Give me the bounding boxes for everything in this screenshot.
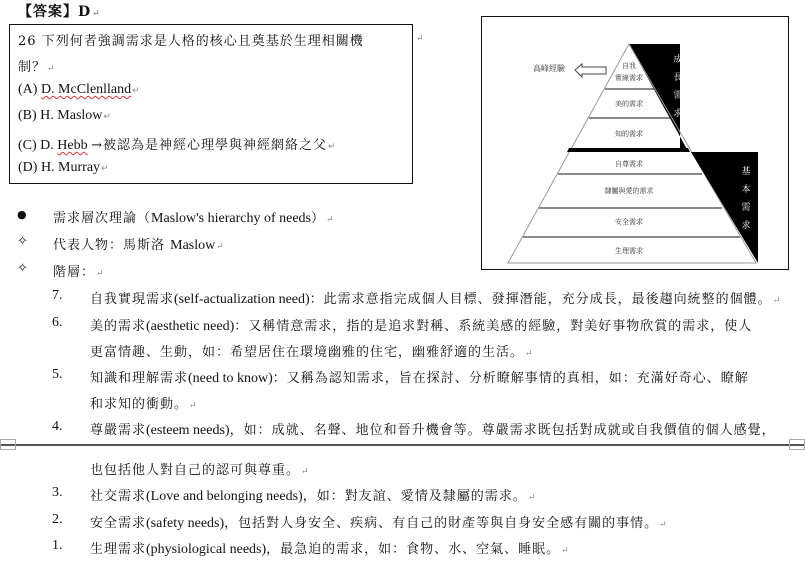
need-en: (Love and belonging needs) [146, 489, 303, 504]
basic-char: 求 [741, 221, 751, 231]
basic-needs-label [737, 163, 755, 235]
diamond-star-icon: ✧ [17, 261, 28, 276]
growth-char: 成 [673, 55, 683, 65]
layer-physiological: 生理需求 [615, 247, 643, 255]
bullet-text [53, 207, 335, 227]
item-number: 7. [52, 288, 63, 303]
answer-heading [18, 1, 101, 21]
item-text [90, 512, 668, 532]
paragraph-mark: ↵ [525, 349, 534, 359]
option-text: H. Murray [40, 160, 101, 175]
need-cont: 和求知的衝動。 [90, 397, 189, 412]
option-text: H. Maslow [40, 108, 103, 123]
need-cont: 更富情趣、生動，如：希望居住在環境幽雅的住宅，幽雅舒適的生活。 [90, 345, 525, 360]
bullet-dot-icon: ● [17, 208, 27, 221]
option-d [18, 160, 109, 176]
bullet-text-zh: 需求層次理論（ [53, 211, 152, 226]
need-desc: ：又稱情意需求，指的是追求對稱、系統美感的經驗，對美好事物欣賞的需求，使人 [234, 319, 753, 334]
layer-label: 自我 [622, 62, 636, 70]
need-name: 美的需求 [90, 319, 147, 334]
question-text-1: 下列何者強調需求是人格的核心且奠基於生理相關機 [41, 34, 364, 49]
paragraph-mark: ↵ [416, 34, 424, 44]
bullet-text [53, 234, 225, 254]
paragraph-mark: ↵ [47, 64, 56, 74]
paragraph-mark: ↵ [216, 242, 225, 252]
item-number: 4. [52, 419, 63, 434]
paragraph-mark: ↵ [772, 296, 782, 306]
item-text [90, 538, 570, 558]
peak-experience-label: 高峰經驗 [533, 64, 565, 73]
item-number: 1. [52, 538, 63, 553]
layer-safety: 安全需求 [615, 218, 643, 226]
paragraph-mark: ↵ [527, 493, 537, 503]
item-text [90, 315, 752, 335]
need-cont: 也包括他人對自己的認可與尊重。 [90, 463, 301, 478]
page-break-divider [0, 444, 805, 446]
layer-aesthetic: 美的需求 [615, 100, 643, 108]
bullet-text-end: ） [311, 211, 326, 226]
need-desc: ，最急迫的需求，如：食物、水、空氣、睡眠。 [266, 542, 561, 557]
option-key: (A) [18, 82, 38, 97]
paragraph-mark: ↵ [92, 9, 101, 19]
need-desc: ：又稱為認知需求，旨在探討、分析瞭解事情的真相，如：充滿好奇心、瞭解 [272, 371, 749, 386]
answer-value: D [78, 4, 92, 20]
answer-label: 【答案】 [18, 4, 78, 20]
growth-char: 長 [673, 73, 683, 83]
need-item-6-continued [90, 341, 534, 360]
item-text [90, 288, 781, 308]
need-desc: ：此需求意指完成個人目標、發揮潛能，充分成長，最後趨向統整的個體。 [309, 292, 772, 307]
basic-char: 需 [741, 203, 751, 213]
page-margin-marker-right [789, 439, 805, 450]
layer-esteem: 自尊需求 [615, 160, 643, 168]
bullet-text-en: Maslow's hierarchy of needs [151, 211, 311, 226]
need-name: 生理需求 [90, 542, 147, 557]
need-en: (need to know) [188, 371, 273, 386]
option-key: (B) [18, 108, 37, 123]
bullet-text-zh: 代表人物：馬斯洛 [53, 238, 171, 253]
need-item-4-continued [90, 459, 310, 478]
need-en: (physiological needs) [146, 542, 267, 557]
option-b [18, 108, 111, 124]
need-en: (self-actualization need) [174, 292, 310, 307]
paragraph-mark: ↵ [328, 141, 336, 151]
layer-cognitive: 知的需求 [615, 130, 643, 138]
item-number: 5. [52, 367, 63, 382]
option-text: D. McClenlland [40, 82, 132, 97]
need-en: (esteem needs) [146, 423, 230, 438]
option-text: D. Hebb [40, 138, 88, 153]
bullet-text-en: Maslow [170, 238, 216, 253]
paragraph-mark: ↵ [101, 163, 109, 173]
paragraph-mark: ↵ [189, 401, 198, 411]
layer-self-actualization [599, 60, 659, 84]
item-number: 6. [52, 315, 63, 330]
growth-char: 需 [673, 91, 683, 101]
basic-char: 基 [741, 167, 751, 177]
need-desc: ，如：對友誼、愛情及隸屬的需求。 [302, 489, 527, 504]
page-margin-marker-left [0, 439, 16, 450]
need-name: 自我實現需求 [90, 292, 175, 307]
bullet-text [53, 261, 105, 280]
diamond-star-icon: ✧ [17, 234, 28, 249]
basic-char: 本 [741, 185, 751, 195]
growth-needs-label [669, 51, 687, 123]
layer-belonging: 隸屬與愛的需求 [604, 187, 654, 195]
question-box [9, 24, 413, 184]
need-item-5-continued [90, 393, 198, 412]
question-number: 26 [18, 34, 37, 49]
option-note: →被認為是神經心理學與神經網絡之父 [91, 138, 328, 153]
paragraph-mark: ↵ [561, 546, 570, 556]
question-line-2 [18, 56, 56, 75]
layer-label: 實線需求 [615, 74, 643, 82]
paragraph-mark: ↵ [326, 215, 335, 225]
growth-char: 求 [673, 109, 683, 119]
option-key: (D) [18, 160, 38, 175]
need-desc: ，包括對人身安全、疾病、有自己的財產等與自身安全感有關的事情。 [224, 516, 659, 531]
paragraph-mark: ↵ [659, 520, 668, 530]
need-name: 知識和理解需求 [90, 371, 189, 386]
item-text [90, 419, 776, 439]
need-name: 尊嚴需求 [90, 423, 147, 438]
question-line-1 [18, 30, 364, 49]
need-name: 安全需求 [90, 516, 147, 531]
option-key: (C) [18, 138, 37, 153]
item-text [90, 485, 536, 505]
paragraph-mark: ↵ [132, 85, 140, 95]
need-en: (aesthetic need) [146, 319, 235, 334]
item-number: 2. [52, 512, 63, 527]
need-desc: ，如：成就、名聲、地位和晉升機會等。尊嚴需求既包括對成就或自我價值的個人感覺， [229, 423, 776, 438]
paragraph-mark: ↵ [96, 269, 105, 279]
bullet-text-zh: 階層： [53, 265, 96, 280]
need-name: 社交需求 [90, 489, 147, 504]
option-c [18, 134, 336, 154]
maslow-pyramid-figure [481, 16, 789, 270]
paragraph-mark: ↵ [103, 111, 111, 121]
need-en: (safety needs) [146, 516, 225, 531]
item-text [90, 367, 749, 387]
option-a [18, 82, 140, 98]
paragraph-mark: ↵ [301, 467, 310, 477]
question-text-2: 制？ [18, 60, 47, 75]
item-number: 3. [52, 485, 63, 500]
